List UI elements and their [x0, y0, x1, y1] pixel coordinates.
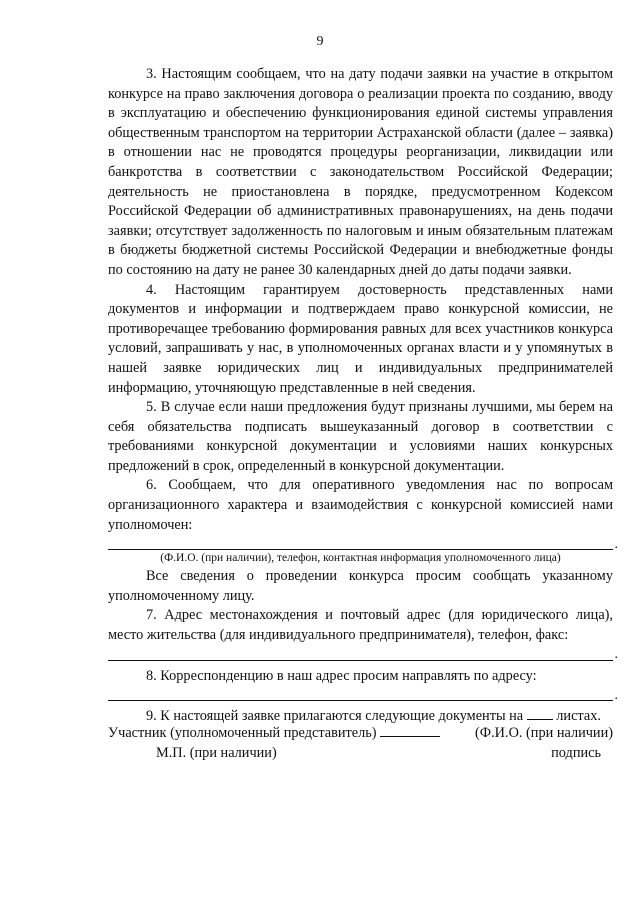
- signature-field[interactable]: [380, 724, 440, 737]
- page-number: 9: [316, 34, 324, 49]
- authorized-person-caption: (Ф.И.О. (при наличии), телефон, контактная информация уполномоченного лица): [160, 552, 561, 565]
- correspondence-address-field[interactable]: [108, 687, 618, 703]
- fio-label: (Ф.И.О. (при наличии): [475, 725, 613, 741]
- participant-label: [108, 724, 443, 744]
- field-dot: .: [614, 647, 618, 663]
- paragraph-3: 3. Настоящим сообщаем, что на дату подачи заявки на участие в открытом конкурсе на право заключения договора о реализации проекта по созданию, вводу в эксплуатацию и обеспечению функционирования единой системы управления общественным транспортом на территории Астраханской области (далее – заявка) в отношении нас не проводятся процедуры реорганизации, ликвидации или банкротства в соответствии с законодательством Российской Федерации; деятельность не приостановлена в порядке, предусмотренном Кодексом Российской Федерации об административных правонарушениях, на день подачи заявки; отсутствует задолженность по налоговым и иным обязательным платежам в бюджеты бюджетной системы Российской Федерации и внебюджетные фонды по состоянию на дату не ранее 30 календарных дней до даты подачи заявки.: [108, 66, 613, 278]
- signature-row: [108, 724, 613, 744]
- participant-label-text: Участник (уполномоченный представитель): [108, 725, 377, 741]
- authorized-person-field[interactable]: [108, 536, 618, 552]
- paragraph-4: 4. Настоящим гарантируем достоверность представленных нами документов и информации и подтверждаем право конкурсной комиссии, не противоречащее требованию формирования равных для всех участников конкурса условий, запрашивать у нас, в уполномоченных органах власти и у упомянутых в нашей заявке юридических лиц и индивидуальных предпринимателей информацию, уточняющую представленные в ней сведения.: [108, 281, 613, 396]
- paragraph-9-end: листах.: [556, 708, 601, 725]
- paragraph-7: 7. Адрес местонахождения и почтовый адрес (для юридического лица), место жительства (для индивидуального предпринимателя), телефон, факс:: [108, 607, 613, 644]
- paragraph-5: 5. В случае если наши предложения будут признаны лучшими, мы берем на себя обязательства подписать вышеуказанный договор в соответствии с требованиями конкурсной документации и условиями наших конкурсных предложений в срок, определенный в конкурсной документации.: [108, 399, 613, 474]
- paragraph-6: 6. Сообщаем, что для оперативного уведомления нас по вопросам организационного характера и взаимодействия с конкурсной комиссией нами уполномочен:: [108, 477, 613, 533]
- address-field[interactable]: [108, 647, 618, 663]
- stamp-row: [108, 744, 613, 764]
- signature-block: [108, 724, 613, 763]
- field-dot: .: [614, 687, 618, 703]
- sheets-count-field[interactable]: [527, 707, 553, 720]
- document-body: [108, 65, 618, 727]
- paragraph-9-text: 9. К настоящей заявке прилагаются следующие документы на: [146, 708, 524, 725]
- field-dot: .: [614, 536, 618, 552]
- stamp-label: М.П. (при наличии): [156, 744, 277, 761]
- paragraph-6-note: Все сведения о проведении конкурса просим сообщать указанному уполномоченному лицу.: [108, 568, 613, 604]
- paragraph-8: 8. Корреспонденцию в наш адрес просим направлять по адресу:: [146, 667, 537, 684]
- signature-caption: подпись: [551, 744, 601, 761]
